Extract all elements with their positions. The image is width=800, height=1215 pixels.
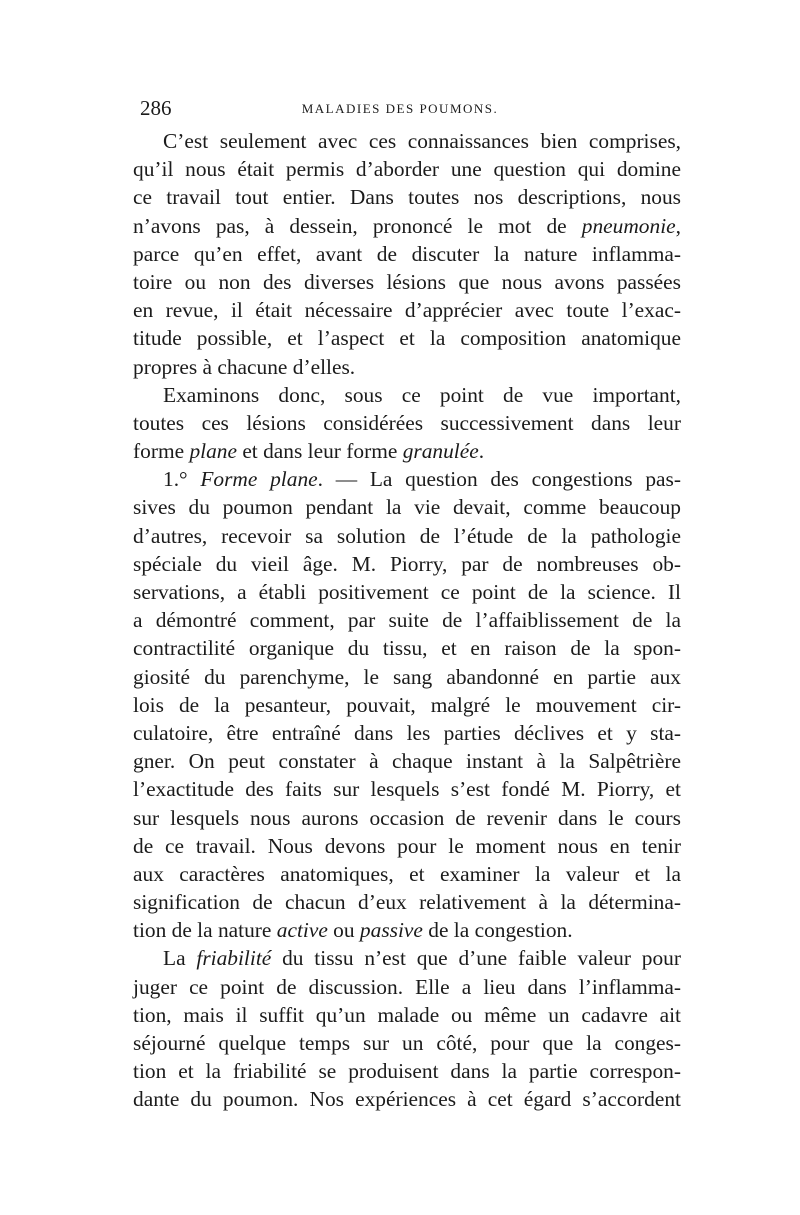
page-header [140,96,660,122]
text-line: juger ce point de discussion. Elle a lieu dans l’inflamma- [133,974,681,999]
text-line: qu’il nous était permis d’aborder une question qui domine [133,157,681,182]
text-line: aux caractères anatomiques, et examiner la valeur et la [133,861,681,886]
text-line: de ce travail. Nous devons pour le moment nous en tenir [133,833,681,858]
body-text [133,127,681,1114]
text-line: propres à chacune d’elles. [133,354,356,379]
text-line: sur lesquels nous aurons occasion de revenir dans le cours [133,805,681,830]
text-line: n’avons pas, à dessein, prononcé le mot de pneumonie, [133,213,681,238]
text-line: a démontré comment, par suite de l’affaiblissement de la [133,608,681,633]
running-head: MALADIES DES POUMONS. [301,101,499,116]
text-line: tion de la nature active ou passive de la congestion. [133,918,573,943]
page-number: 286 [140,96,172,120]
text-line: tion et la friabilité se produisent dans la partie correspon- [133,1059,681,1084]
text-line: l’exactitude des faits sur lesquels s’est fondé M. Piorry, et [133,777,681,802]
text-line: culatoire, être entraîné dans les parties déclives et y sta- [133,720,681,745]
text-line: en revue, il était nécessaire d’apprécier avec toute l’exac- [133,298,681,323]
text-line: d’autres, recevoir sa solution de l’étude de la pathologie [133,523,681,548]
text-line: dante du poumon. Nos expériences à cet égard s’accordent [133,1087,681,1112]
text-line: contractilité organique du tissu, et en raison de la spon- [133,636,681,661]
text-line: toire ou non des diverses lésions que nous avons passées [133,269,681,294]
text-line: servations, a établi positivement ce point de la science. Il [133,580,681,604]
text-line: giosité du parenchyme, le sang abandonné en partie aux [133,664,681,689]
text-line: Examinons donc, sous ce point de vue important, [163,382,681,407]
text-line: tion, mais il suffit qu’un malade ou même un cadavre ait [133,1002,681,1027]
text-line: sives du poumon pendant la vie devait, comme beaucoup [133,495,681,520]
text-line: signification de chacun d’eux relativement à la détermina- [133,890,681,915]
text-line: toutes ces lésions considérées successivement dans leur [133,410,681,435]
text-line: 1.° Forme plane. — La question des congestions pas- [163,467,681,492]
text-line: forme plane et dans leur forme granulée. [133,439,485,464]
text-line: ce travail tout entier. Dans toutes nos descriptions, nous [133,185,681,210]
text-line: gner. On peut constater à chaque instant à la Salpêtrière [133,749,681,774]
text-line: titude possible, et l’aspect et la composition anatomique [133,326,681,351]
text-line: parce qu’en effet, avant de discuter la nature inflamma- [133,241,681,266]
text-line: La friabilité du tissu n’est que d’une faible valeur pour [163,946,681,971]
text-line: spéciale du vieil âge. M. Piorry, par de nombreuses ob- [133,551,681,576]
text-line: lois de la pesanteur, pouvait, malgré le mouvement cir- [133,692,681,717]
text-line: C’est seulement avec ces connaissances bien comprises, [163,129,681,153]
text-line: séjourné quelque temps sur un côté, pour que la conges- [133,1031,681,1055]
